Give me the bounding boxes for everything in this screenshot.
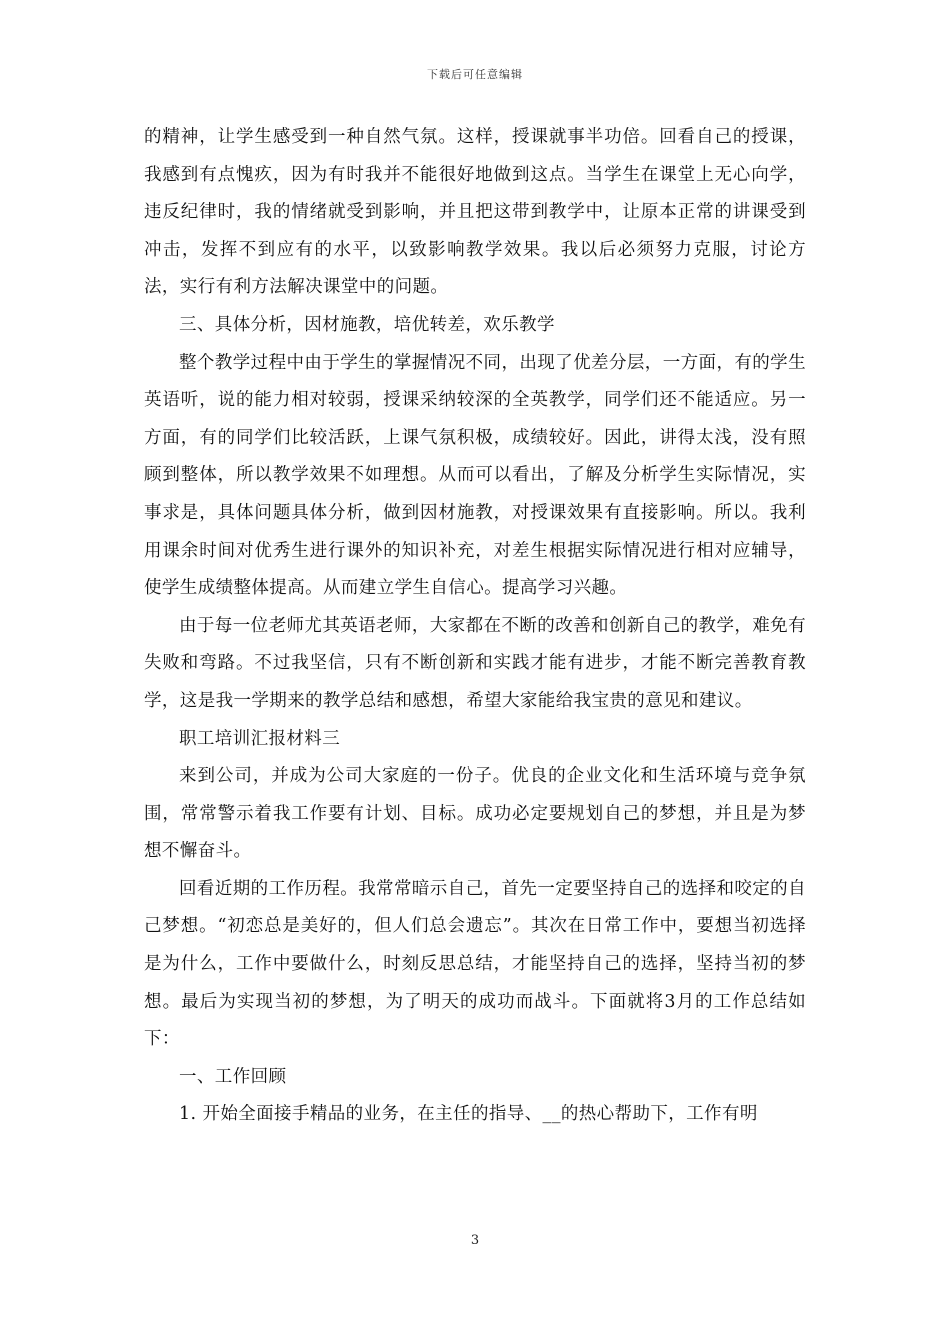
paragraph: 来到公司，并成为公司大家庭的一份子。优良的企业文化和生活环境与竞争氛围，常常警示着我工作要有计划、目标。成功必定要规划自己的梦想，并且是为梦想不懈奋斗。 bbox=[144, 766, 806, 862]
paragraph: 的精神，让学生感受到一种自然气氛。这样，授课就事半功倍。回看自己的授课，我感到有点愧疚，因为有时我并不能很好地做到这点。当学生在课堂上无心向学，违反纪律时，我的情绪就受到影响，并且把这带到教学中，让原本正常的讲课受到冲击，发挥不到应有的水平，以致影响教学效果。我以后必须努力克服，讨论方法，实行有利方法解决课堂中的问题。 bbox=[144, 127, 806, 298]
section-heading: 三、具体分析，因材施教，培优转差，欢乐教学 bbox=[179, 314, 555, 335]
page-number: 3 bbox=[470, 1233, 480, 1248]
paragraph: 由于每一位老师尤其英语老师，大家都在不断的改善和创新自己的教学，难免有失败和弯路。不过我坚信，只有不断创新和实践才能有进步，才能不断完善教育教学，这是我一学期来的教学总结和感想，希望大家能给我宝贵的意见和建议。 bbox=[144, 615, 806, 711]
header-note: 下载后可任意编辑 bbox=[427, 68, 523, 81]
document-body bbox=[144, 119, 806, 1134]
section-heading: 一、工作回顾 bbox=[179, 1066, 287, 1087]
paragraph: 回看近期的工作历程。我常常暗示自己，首先一定要坚持自己的选择和咬定的自己梦想。“初恋总是美好的，但人们总会遗忘”。其次在日常工作中，要想当初选择是为什么，工作中要做什么，时刻反思总结，才能坚持自己的选择，坚持当初的梦想。最后为实现当初的梦想，为了明天的成功而战斗。下面就将3月的工作总结如下： bbox=[144, 878, 806, 1050]
paragraph: 整个教学过程中由于学生的掌握情况不同，出现了优差分层，一方面，有的学生英语听，说的能力相对较弱，授课采纳较深的全英教学，同学们还不能适应。另一方面，有的同学们比较活跃，上课气氛积极，成绩较好。因此，讲得太浅，没有照顾到整体，所以教学效果不如理想。从而可以看出，了解及分析学生实际情况，实事求是，具体问题具体分析，做到因材施教，对授课效果有直接影响。所以。我利用课余时间对优秀生进行课外的知识补充，对差生根据实际情况进行相对应辅导，使学生成绩整体提高。从而建立学生自信心。提高学习兴趣。 bbox=[144, 352, 806, 599]
section-heading: 职工培训汇报材料三 bbox=[179, 728, 341, 749]
paragraph: 1. 开始全面接手精品的业务，在主任的指导、__的热心帮助下，工作有明 bbox=[179, 1104, 758, 1125]
